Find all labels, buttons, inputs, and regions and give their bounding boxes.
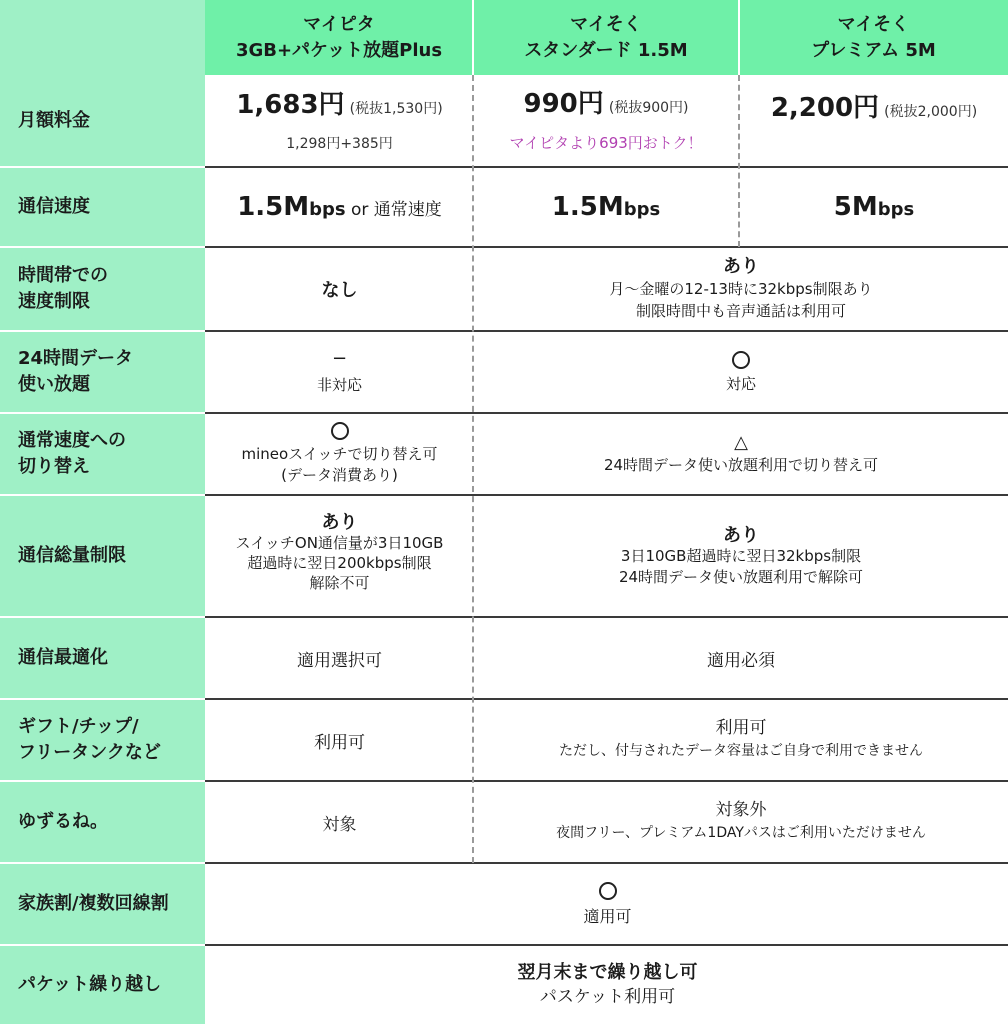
cell-title: あり xyxy=(321,512,358,533)
circle-mark-icon xyxy=(331,422,349,440)
triangle-mark: △ xyxy=(734,432,748,453)
cell-line: 夜間フリー、プレミアム1DAYパスはご利用いただけません xyxy=(556,825,926,841)
row-label-text: 通常速度への xyxy=(18,430,126,451)
row-label-speed xyxy=(0,167,205,247)
cell-value: 非対応 xyxy=(316,375,362,394)
cell-line: 解除不可 xyxy=(309,574,370,592)
row-label-gift xyxy=(0,699,205,781)
family-all xyxy=(207,863,1008,945)
cell-value: 利用可 xyxy=(314,732,365,753)
yuzuru-mypita xyxy=(207,781,472,863)
row-label-text: 時間帯での xyxy=(18,265,108,286)
row-label-price xyxy=(0,75,205,167)
gift-mypita xyxy=(207,699,472,781)
row-label-optimize xyxy=(0,617,205,699)
row-label-text: 通信総量制限 xyxy=(18,545,126,566)
carryover-all xyxy=(207,945,1008,1024)
speed-value: 5M xyxy=(833,192,878,222)
header-standard-line1: マイそく xyxy=(570,13,642,35)
yuzuru-mysoku xyxy=(474,781,1008,863)
speed-premium xyxy=(740,167,1008,247)
header-mypita-line1: マイピタ xyxy=(303,13,375,35)
row-label-text: 使い放題 xyxy=(18,374,90,395)
cell-title: あり xyxy=(723,524,759,546)
cell-value: 適用可 xyxy=(583,906,632,926)
cell-line: ただし、付与されたデータ容量はご自身で利用できません xyxy=(559,743,923,759)
header-standard-line2: スタンダード 1.5M xyxy=(524,39,688,61)
label-divider xyxy=(0,494,205,496)
row-label-yuzuru xyxy=(0,781,205,863)
header-mypita-line2: 3GB+パケット放題Plus xyxy=(235,39,443,61)
label-divider xyxy=(0,698,205,700)
row-label-text: 速度制限 xyxy=(18,291,90,312)
label-divider xyxy=(0,862,205,864)
row-label-carryover xyxy=(0,945,205,1024)
cell-line: 制限時間中も音声通話は利用可 xyxy=(635,302,846,320)
header-premium-line2: プレミアム 5M xyxy=(811,39,936,61)
row-label-text: 通信最適化 xyxy=(18,647,108,668)
cell-value: 対象 xyxy=(322,814,357,835)
cell-line: 3日10GB超過時に翌日32kbps制限 xyxy=(620,546,862,565)
row-label-text: 通信速度 xyxy=(18,196,90,217)
unlimited-mypita xyxy=(207,331,472,413)
cell-line: 月〜金曜の12-13時に32kbps制限あり xyxy=(609,280,873,298)
circle-mark-icon xyxy=(732,351,750,369)
price-main: 990円 xyxy=(523,89,604,119)
price-mypita xyxy=(207,75,472,167)
speed-value: 1.5M xyxy=(237,192,310,222)
dash-mark: − xyxy=(331,347,348,369)
price-tax: (税抜2,000円) xyxy=(884,104,978,120)
header-divider xyxy=(472,0,474,75)
speed-unit: bps xyxy=(623,199,661,220)
row-label-time-limit xyxy=(0,247,205,331)
optimize-mypita xyxy=(207,617,472,699)
row-label-unlimited xyxy=(0,331,205,413)
cell-value: 対応 xyxy=(725,374,756,393)
cell-line: スイッチON通信量が3日10GB xyxy=(235,534,444,552)
label-divider xyxy=(0,330,205,332)
row-label-text: 月額料金 xyxy=(18,110,90,131)
cell-value: 24時間データ使い放題利用で切り替え可 xyxy=(603,456,879,474)
cell-value: なし xyxy=(321,280,358,301)
gift-mysoku xyxy=(474,699,1008,781)
total-limit-mysoku xyxy=(474,495,1008,617)
time-limit-mypita xyxy=(207,247,472,331)
label-divider xyxy=(0,246,205,248)
header-mysoku-premium xyxy=(739,0,1008,75)
cell-title: 翌月末まで繰り越し可 xyxy=(517,961,698,983)
switch-mypita xyxy=(207,413,472,495)
speed-unit: bps xyxy=(877,199,915,220)
label-divider xyxy=(0,780,205,782)
price-premium xyxy=(740,75,1008,167)
price-main: 1,683円 xyxy=(236,89,345,120)
header-divider xyxy=(738,0,740,75)
cell-line: (データ消費あり) xyxy=(281,466,398,484)
row-label-text: パケット繰り越し xyxy=(18,973,162,995)
cell-line: mineoスイッチで切り替え可 xyxy=(241,445,438,463)
header-mypita xyxy=(205,0,473,75)
label-divider xyxy=(0,616,205,618)
total-limit-mypita xyxy=(207,495,472,617)
cell-title: あり xyxy=(723,256,759,277)
speed-unit: bps xyxy=(309,199,346,220)
price-breakdown: 1,298円+385円 xyxy=(286,135,393,152)
row-label-switch xyxy=(0,413,205,495)
time-limit-mysoku xyxy=(474,247,1008,331)
switch-mysoku xyxy=(474,413,1008,495)
header-premium-line1: マイそく xyxy=(837,13,910,35)
cell-title: 利用可 xyxy=(715,718,767,738)
price-standard xyxy=(474,75,738,167)
label-divider xyxy=(0,412,205,414)
row-label-total-limit xyxy=(0,495,205,617)
speed-value: 1.5M xyxy=(551,192,624,222)
price-tax: (税抜1,530円) xyxy=(349,100,443,117)
row-label-text: ギフト/チップ/ xyxy=(18,716,139,737)
cell-line: 超過時に翌日200kbps制限 xyxy=(247,554,432,572)
cell-value: 適用選択可 xyxy=(297,650,382,671)
circle-mark-icon xyxy=(599,882,617,900)
cell-value: 適用必須 xyxy=(707,650,775,671)
unlimited-mysoku xyxy=(474,331,1008,413)
cell-line: パスケット利用可 xyxy=(539,986,676,1007)
price-savings-note: マイピタより693円おトク！ xyxy=(509,134,703,152)
price-tax: (税抜900円) xyxy=(608,100,689,116)
header-corner xyxy=(0,0,205,75)
row-label-text: フリータンクなど xyxy=(18,742,161,763)
speed-standard xyxy=(474,167,738,247)
header-mysoku-standard xyxy=(473,0,739,75)
row-label-text: 24時間データ xyxy=(18,348,134,369)
optimize-mysoku xyxy=(474,617,1008,699)
label-divider xyxy=(0,166,205,168)
cell-title: 対象外 xyxy=(715,800,767,820)
row-label-family xyxy=(0,863,205,945)
row-label-text: 切り替え xyxy=(18,456,90,477)
speed-mypita xyxy=(207,167,472,247)
cell-line: 24時間データ使い放題利用で解除可 xyxy=(618,567,864,586)
price-main: 2,200円 xyxy=(770,93,880,123)
speed-suffix: or 通常速度 xyxy=(345,200,442,220)
label-divider xyxy=(0,944,205,946)
row-label-text: 家族割/複数回線割 xyxy=(18,893,169,914)
row-label-text: ゆずるね。 xyxy=(18,811,108,832)
